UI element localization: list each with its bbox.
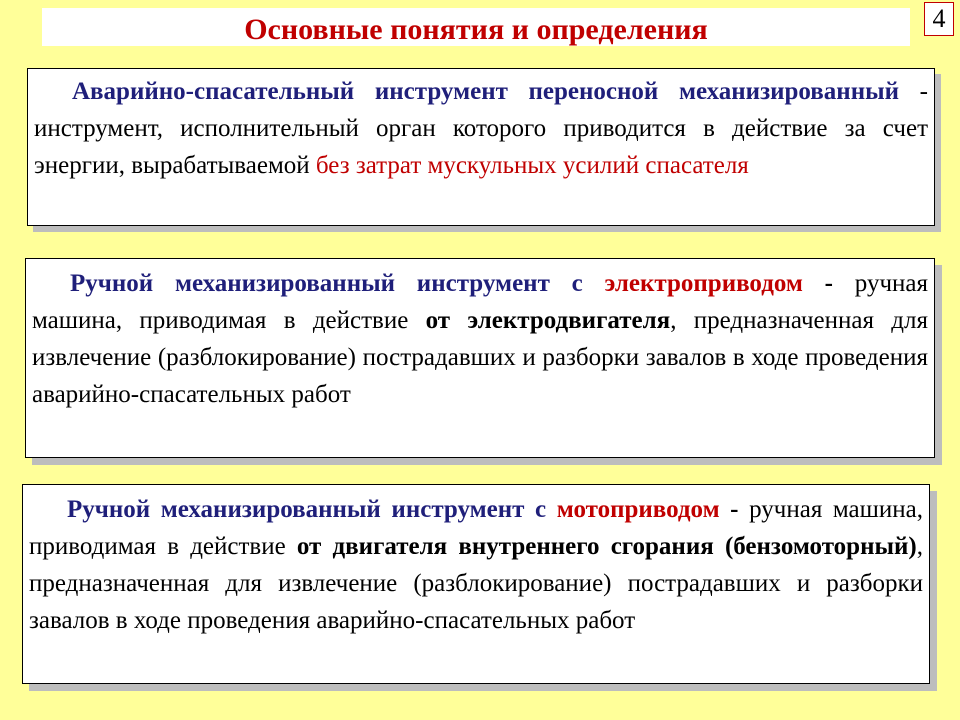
definition-2-term-part2: электроприводом <box>604 270 803 297</box>
definition-1-highlight: без затрат мускульных усилий спасателя <box>315 152 749 179</box>
definition-3-text <box>29 491 923 639</box>
definition-3-bold1: от двигателя внутреннего сгорания (бензомоторный) <box>296 533 917 560</box>
definition-box-1 <box>27 68 935 226</box>
definition-2-bold1: от электродвигателя <box>425 307 671 334</box>
definition-box-2 <box>25 258 935 458</box>
definition-box-3 <box>22 484 930 684</box>
definition-2-separator: - <box>802 270 855 297</box>
definition-1-body: - инструмент, исполнительный орган которого приводится в действие за счет энергии, вырабатываемой <box>34 78 929 179</box>
definition-3-body2: , предназначенная для извлечение (разблокирование) пострадавших и разборки завалов в ходе проведения аварийно-спасательных работ <box>29 533 923 634</box>
definition-2-body1: ручная машина, приводимая в действие <box>32 270 929 334</box>
definition-3-body1: ручная машина, приводимая в действие <box>29 496 923 560</box>
definition-3-term-part2: мотоприводом <box>556 496 720 523</box>
definition-1-term-part1: Аварийно-спасательный инструмент переносной <box>72 78 659 105</box>
definition-2-term-part1: Ручной механизированный инструмент с <box>70 270 583 297</box>
slide-title: Основные понятия и определения <box>244 13 708 46</box>
definition-3-term-part1: Ручной механизированный инструмент с <box>67 496 557 523</box>
definition-2-text <box>32 265 928 413</box>
definition-3-separator: - <box>719 496 750 523</box>
definition-1-text <box>34 73 928 184</box>
definition-2-body2: , предназначенная для извлечение (разблокирование) пострадавших и разборки завалов в ходе проведения аварийно-спасательных работ <box>32 307 928 408</box>
page-number: 4 <box>924 2 954 36</box>
definition-1-term-part2: механизированный <box>678 78 900 105</box>
slide-title-bar <box>42 8 910 46</box>
